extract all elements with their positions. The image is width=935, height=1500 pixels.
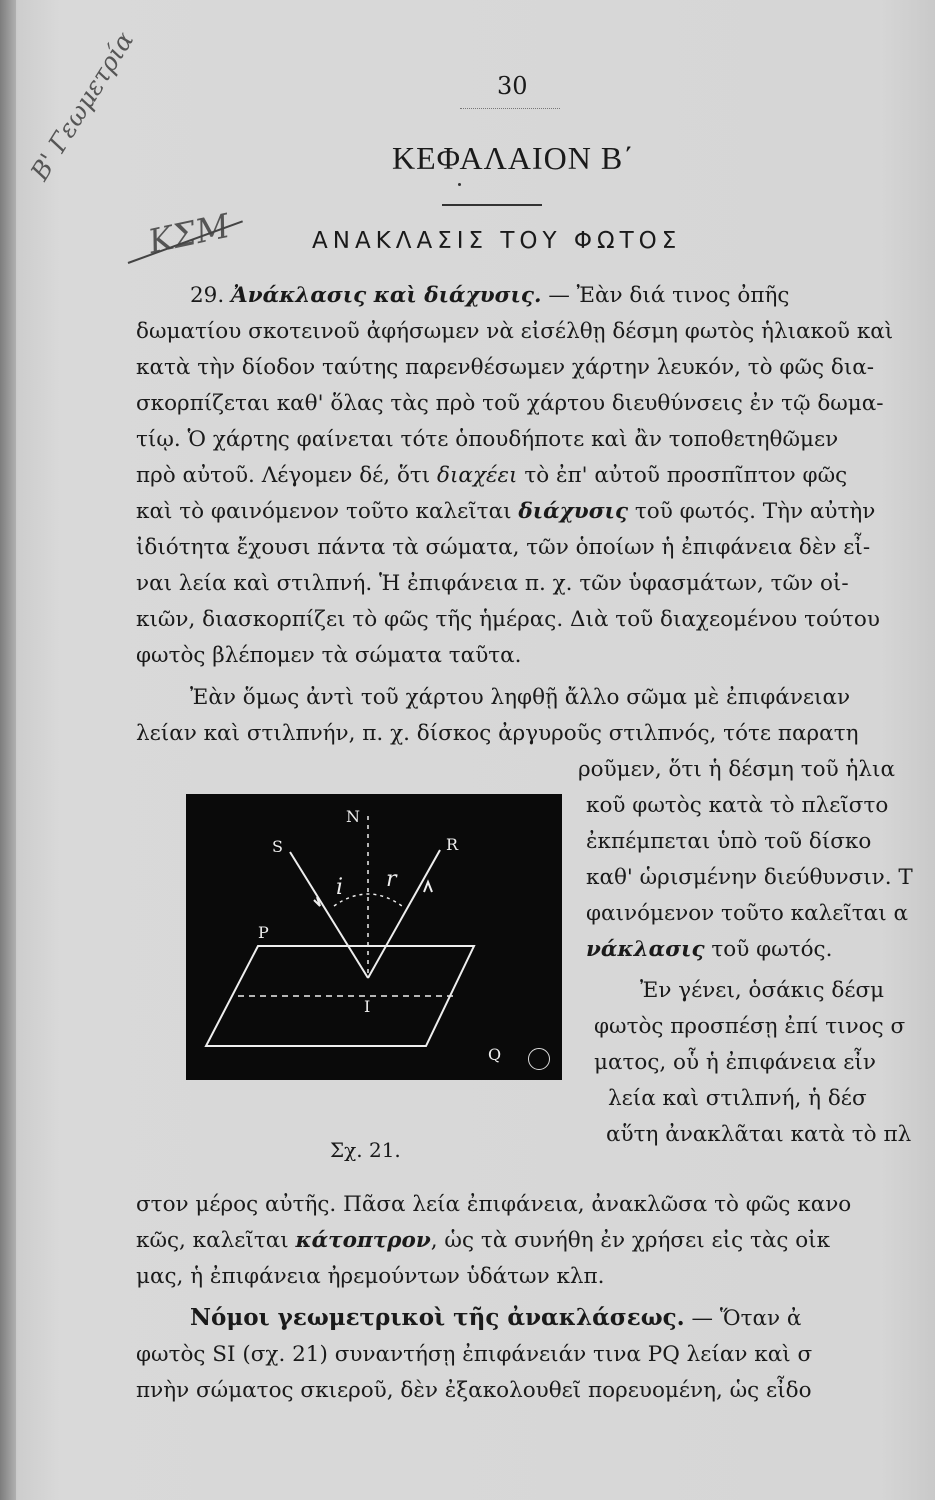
paragraph-29-line-1	[190, 281, 789, 311]
label-i: i	[336, 875, 344, 900]
heading-dash: —	[541, 283, 577, 308]
text-fragment: τοῦ φωτός. Τὴν αὐτὴν	[628, 499, 876, 524]
text-line: κατὰ τὴν δίοδον ταύτης παρενθέσωμεν χάρτην λευκόν, τὸ φῶς δια-	[136, 355, 875, 380]
label-I: I	[364, 997, 371, 1016]
text-fragment: καὶ τὸ φαινόμενον τοῦτο καλεῖται	[136, 499, 519, 524]
page-number: 30	[497, 72, 528, 100]
label-R: R	[446, 835, 459, 854]
text-line: σκορπίζεται καθ' ὅλας τὰς πρὸ τοῦ χάρτου διευθύνσεις ἐν τῷ δωμα-	[136, 391, 884, 416]
top-dotted-rule	[460, 108, 560, 109]
text-line: λεία καὶ στιλπνή, ἡ δέσ	[608, 1086, 867, 1111]
figure-caption: Σχ. 21.	[330, 1138, 401, 1162]
handwritten-note-2: ΚΣΜ	[144, 205, 233, 262]
text-line: τίῳ. Ὁ χάρτης φαίνεται τότε ὁπουδήποτε καὶ ἂν τοποθετηθῶμεν	[136, 427, 839, 452]
emphasis-text: διαχέει	[437, 463, 518, 488]
incident-ray	[290, 852, 368, 978]
text-line: ροῦμεν, ὅτι ἡ δέσμη τοῦ ἡλια	[578, 757, 895, 782]
section-heading: Ἀνάκλασις καὶ διάχυσις.	[231, 283, 542, 308]
text-line	[136, 497, 875, 527]
handwritten-note-1: Β' Γεωμετρία	[25, 26, 140, 186]
text-line: ναι λεία καὶ στιλπνή. Ἡ ἐπιφάνεια π. χ. τῶν ὑφασμάτων, τῶν οἰ-	[136, 571, 849, 596]
text-line: στον μέρος αὐτῆς. Πᾶσα λεία ἐπιφάνεια, ἀνακλῶσα τὸ φῶς κανο	[136, 1192, 852, 1217]
text-line: κιῶν, διασκορπίζει τὸ φῶς τῆς ἡμέρας. Διὰ τοῦ διαχεομένου τούτου	[136, 607, 880, 632]
laws-heading-line	[190, 1303, 801, 1333]
text-line	[586, 935, 832, 965]
text-fragment: πρὸ αὐτοῦ. Λέγομεν δέ, ὅτι	[136, 463, 438, 488]
text-fragment: τὸ ἐπ' αὐτοῦ προσπῖπτον φῶς	[517, 463, 848, 488]
label-N: N	[346, 807, 360, 826]
reflection-diagram	[186, 794, 562, 1080]
text-line: φωτὸς προσπέσῃ ἐπί τινος σ	[594, 1014, 906, 1039]
text-line: φωτὸς SI (σχ. 21) συναντήσῃ ἐπιφάνειάν τινα PQ λείαν καὶ σ	[136, 1342, 813, 1367]
text-line: φαινόμενον τοῦτο καλεῖται α	[586, 901, 908, 926]
section-number: 29.	[190, 283, 225, 308]
text-line: Ἐὰν ὅμως ἀντὶ τοῦ χάρτου ληφθῇ ἄλλο σῶμα μὲ ἐπιφάνειαν	[190, 685, 851, 710]
laws-heading: Νόμοι γεωμετρικοὶ τῆς ἀνακλάσεως.	[190, 1304, 685, 1331]
text-line: πνὴν σώματος σκιεροῦ, δὲν ἐξακολουθεῖ πορευομένη, ὡς εἶδο	[136, 1378, 812, 1403]
label-P: P	[258, 923, 269, 942]
term-anaklasis: νάκλασις	[586, 937, 705, 962]
label-r: r	[386, 867, 397, 892]
text-line: λείαν καὶ στιλπνήν, π. χ. δίσκος ἀργυροῦς στιλπνός, τότε παρατη	[136, 721, 859, 746]
section-rule	[442, 204, 542, 206]
reflection-diagram-svg	[186, 794, 562, 1080]
reflected-arrow	[424, 882, 432, 892]
text-line	[136, 1226, 830, 1256]
text-fragment: κῶς, καλεῖται	[136, 1228, 296, 1253]
reflected-ray	[368, 850, 440, 978]
text-line: ματος, οὗ ἡ ἐπιφάνεια εἶν	[594, 1050, 876, 1075]
text-fragment: , ὡς τὰ συνήθη ἐν χρήσει εἰς τὰς οἰκ	[430, 1228, 831, 1253]
text-line: φωτὸς βλέπομεν τὰ σώματα ταῦτα.	[136, 643, 522, 668]
section-title: ΑΝΑΚΛΑΣΙΣ ΤΟΥ ΦΩΤΟΣ	[312, 228, 682, 254]
text-line: ἰδιότητα ἔχουσι πάντα τὰ σώματα, τῶν ὁποίων ἡ ἐπιφάνεια δὲν εἶ-	[136, 535, 871, 560]
text-fragment: τοῦ φωτός.	[704, 937, 833, 962]
text-line: ἐκπέμπεται ὑπὸ τοῦ δίσκο	[586, 829, 872, 854]
label-Q: Q	[488, 1045, 502, 1064]
chapter-title: ΚΕΦΑΛΑΙΟΝ Β΄	[392, 140, 635, 176]
label-S: S	[272, 837, 283, 856]
text-fragment: Ἐὰν διά τινος ὀπῆς	[576, 283, 790, 308]
text-line: αὕτη ἀνακλᾶται κατὰ τὸ πλ	[606, 1122, 912, 1147]
term-diachysis: διάχυσις	[518, 499, 629, 524]
book-spine-shadow	[0, 0, 16, 1500]
text-line: δωματίου σκοτεινοῦ ἀφήσωμεν νὰ εἰσέλθῃ δέσμη φωτὸς ἡλιακοῦ καὶ	[136, 319, 894, 344]
publisher-stamp-icon	[528, 1048, 550, 1070]
term-katoptron: κάτοπτρον	[295, 1228, 431, 1253]
text-line: μας, ἡ ἐπιφάνεια ἠρεμούντων ὑδάτων κλπ.	[136, 1264, 605, 1289]
text-line: καθ' ὡρισμένην διεύθυνσιν. Τ	[586, 865, 913, 890]
heading-dash: —	[684, 1306, 720, 1331]
text-fragment: Ὅταν ἀ	[719, 1306, 802, 1331]
ornament-dot	[458, 183, 461, 186]
text-line: κοῦ φωτὸς κατὰ τὸ πλεῖστο	[586, 793, 889, 818]
text-line	[136, 461, 847, 491]
text-line: Ἐν γένει, ὁσάκις δέσμ	[640, 978, 885, 1003]
